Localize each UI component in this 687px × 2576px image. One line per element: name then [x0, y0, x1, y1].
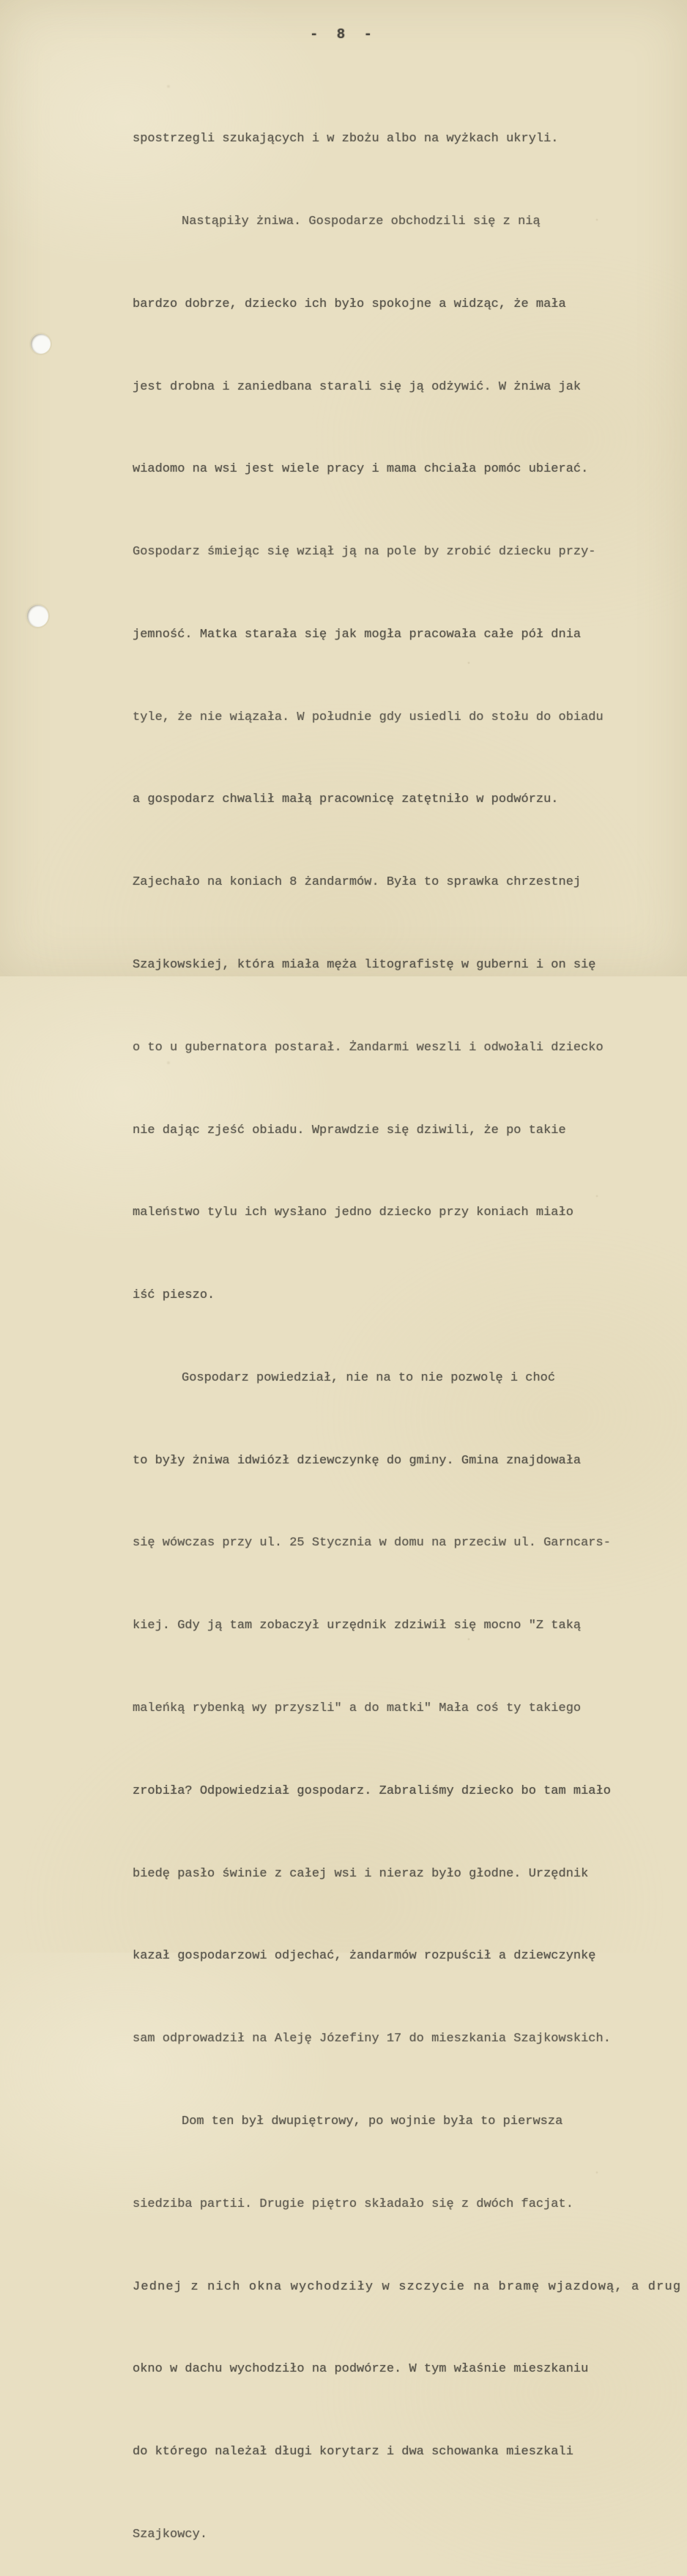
text-line: Zajechało na koniach 8 żandarmów. Była to sprawka chrzestnej — [133, 875, 582, 890]
text-line: spostrzegli szukających i w zbożu albo na wyżkach ukryli. — [133, 132, 559, 146]
text-line: o to u gubernatora postarał. Żandarmi weszli i odwołali dziecko — [133, 1040, 604, 1055]
text-line: to były żniwa idwiózł dziewczynkę do gminy. Gmina znajdowała — [133, 1453, 582, 1468]
text-line: wiadomo na wsi jest wiele pracy i mama chciała pomóc ubierać. — [133, 462, 589, 477]
text-line: Szajkowskiej, która miała męża litografistę w guberni i on się — [133, 958, 596, 972]
text-line: maleńką rybenką wy przyszli" a do matki" Mała coś ty takiego — [133, 1701, 582, 1716]
text-line: bardzo dobrze, dziecko ich było spokojne a widząc, że mała — [133, 297, 566, 311]
page-number: - 8 - — [309, 26, 377, 42]
text-line: Nastąpiły żniwa. Gospodarze obchodzili się z nią — [182, 214, 541, 229]
text-line: się wówczas przy ul. 25 Stycznia w domu na przeciw ul. Garncars- — [133, 1536, 611, 1551]
typewritten-text — [133, 70, 687, 2576]
text-line: siedziba partii. Drugie piętro składało się z dwóch facjat. — [133, 2197, 573, 2211]
text-line: iść pieszo. — [133, 1288, 215, 1303]
hole-punch-top — [31, 334, 51, 354]
text-line: Gospodarz śmiejąc się wziął ją na pole by zrobić dziecku przy- — [133, 545, 596, 560]
text-line: tyle, że nie wiązała. W południe gdy usiedli do stołu do obiadu — [133, 710, 604, 724]
text-line: Szajkowcy. — [133, 2527, 208, 2542]
text-line: kazał gospodarzowi odjechać, żandarmów rozpuścił a dziewczynkę — [133, 1949, 596, 1964]
text-line: nie dając zjeść obiadu. Wprawdzie się dziwili, że po takie — [133, 1123, 566, 1137]
text-line: Dom ten był dwupiętrowy, po wojnie była to pierwsza — [182, 2114, 563, 2128]
text-line: sam odprowadził na Aleję Józefiny 17 do mieszkania Szajkowskich. — [133, 2032, 611, 2046]
text-line: maleństwo tylu ich wysłano jedno dziecko przy koniach miało — [133, 1206, 573, 1220]
text-line: Gospodarz powiedział, nie na to nie pozwolę i choć — [182, 1370, 556, 1385]
text-line: jest drobna i zaniedbana starali się ją odżywić. W żniwa jak — [133, 379, 582, 394]
text-line: biedę pasło świnie z całej wsi i nieraz było głodne. Urzędnik — [133, 1866, 589, 1881]
text-line: jemność. Matka starała się jak mogła pracowała całe pół dnia — [133, 627, 582, 642]
text-line: a gospodarz chwalił małą pracownicę zatętniło w podwórzu. — [133, 793, 559, 807]
text-line: do którego należał długi korytarz i dwa schowanka mieszkali — [133, 2445, 573, 2460]
text-line: zrobiła? Odpowiedział gospodarz. Zabraliśmy dziecko bo tam miało — [133, 1783, 611, 1798]
text-line: okno w dachu wychodziło na podwórze. W tym właśnie mieszkaniu — [133, 2362, 589, 2377]
hole-punch-bottom — [27, 605, 48, 627]
text-line: kiej. Gdy ją tam zobaczył urzędnik zdziwił się mocno "Z taką — [133, 1619, 582, 1633]
text-line: Jednej z nich okna wychodziły w szczycie na bramę wjazdową, a drug — [133, 2279, 682, 2294]
